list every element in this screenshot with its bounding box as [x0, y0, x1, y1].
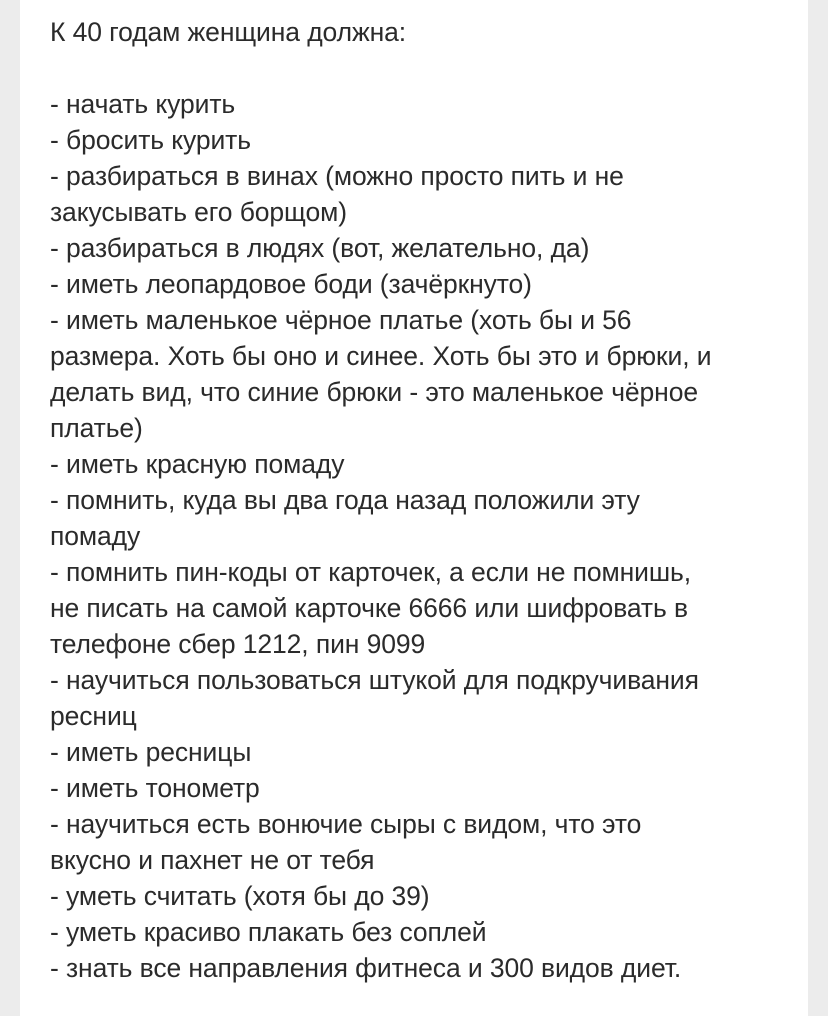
post-line: - разбираться в винах (можно просто пить и не: [50, 161, 624, 191]
post-line: помаду: [50, 521, 141, 551]
post-line: - уметь считать (хотя бы до 39): [50, 881, 430, 911]
post-line: - иметь ресницы: [50, 737, 252, 767]
blank-line: [50, 50, 808, 86]
post-line: - начать курить: [50, 89, 236, 119]
post-line: вкусно и пахнет не от тебя: [50, 845, 375, 875]
post-line: - научиться пользоваться штукой для подкручивания: [50, 665, 699, 695]
post-card: [20, 0, 808, 1016]
post-line: - помнить пин-коды от карточек, а если не помнишь,: [50, 557, 691, 587]
post-line: делать вид, что синие брюки - это маленькое чёрное: [50, 377, 698, 407]
post-heading: К 40 годам женщина должна:: [50, 17, 407, 47]
post-line: - бросить курить: [50, 125, 251, 155]
post-line: размера. Хоть бы оно и синее. Хоть бы это и брюки, и: [50, 341, 712, 371]
post-text: [50, 14, 808, 986]
post-line: - иметь красную помаду: [50, 449, 345, 479]
post-line: не писать на самой карточке 6666 или шифровать в: [50, 593, 688, 623]
post-line: ресниц: [50, 701, 137, 731]
post-line: - знать все направления фитнеса и 300 видов диет.: [50, 953, 682, 983]
post-line: - иметь тонометр: [50, 773, 260, 803]
post-line: - научиться есть вонючие сыры с видом, что это: [50, 809, 642, 839]
post-line: - разбираться в людях (вот, желательно, да): [50, 233, 590, 263]
post-line: - помнить, куда вы два года назад положили эту: [50, 485, 640, 515]
post-line: закусывать его борщом): [50, 197, 347, 227]
post-line: платье): [50, 413, 143, 443]
post-line: - иметь маленькое чёрное платье (хоть бы и 56: [50, 305, 632, 335]
post-line: - уметь красиво плакать без соплей: [50, 917, 487, 947]
post-line: телефоне сбер 1212, пин 9099: [50, 629, 426, 659]
post-line: - иметь леопардовое боди (зачёркнуто): [50, 269, 532, 299]
